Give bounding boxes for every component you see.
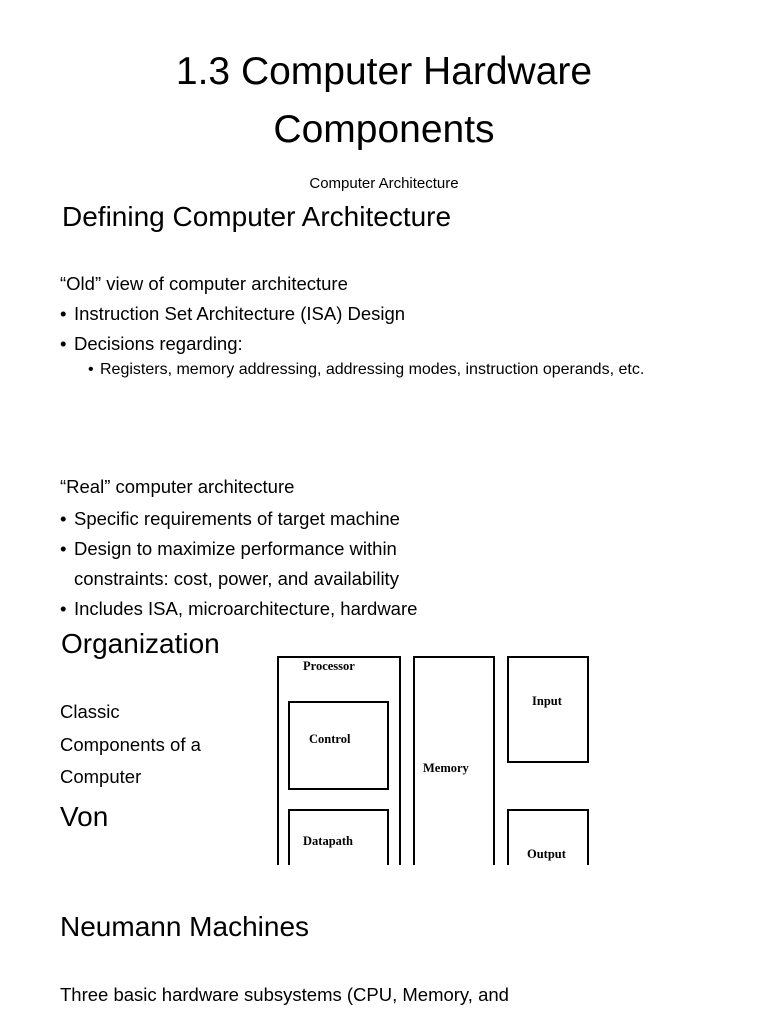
input-label: Input (532, 694, 562, 708)
output-box (507, 809, 589, 865)
memory-label: Memory (423, 761, 469, 775)
memory-box (413, 656, 495, 865)
bullet-icon: • (60, 598, 67, 619)
heading-von: Von (60, 801, 109, 832)
bullet-icon: • (60, 303, 67, 324)
heading-neumann-machines: Neumann Machines (60, 911, 310, 942)
page-title-line-2: Components (273, 108, 495, 151)
page-title-line-1: 1.3 Computer Hardware (175, 50, 593, 93)
neumann-description: Three basic hardware subsystems (CPU, Memory, and (60, 984, 509, 1005)
old-view-bullet (60, 333, 243, 355)
bullet-icon: • (88, 361, 94, 378)
input-box (507, 656, 589, 763)
old-view-bullet-text: Instruction Set Architecture (ISA) Design (74, 303, 406, 324)
real-view-bullet (60, 598, 417, 620)
organization-caption-line: Components of a (60, 734, 201, 755)
processor-label: Processor (303, 659, 355, 673)
datapath-label: Datapath (303, 834, 354, 848)
old-view-sub-bullet (88, 360, 644, 380)
control-label: Control (309, 732, 351, 746)
bullet-icon: • (60, 333, 67, 354)
real-view-bullet-text: Design to maximize performance within (74, 538, 397, 559)
old-view-sub-bullet-text: Registers, memory addressing, addressing modes, instruction operands, etc. (100, 361, 645, 378)
heading-organization: Organization (61, 628, 220, 659)
organization-caption-line: Computer (60, 766, 142, 787)
bullet-icon: • (60, 508, 67, 529)
bullet-icon: • (60, 538, 67, 559)
real-view-bullet-text: Specific requirements of target machine (74, 508, 400, 529)
real-view-bullet (60, 508, 400, 530)
old-view-bullet (60, 303, 405, 325)
old-view-bullet-text: Decisions regarding: (74, 333, 243, 354)
control-box (288, 701, 389, 790)
computer-components-diagram (276, 655, 592, 865)
output-label: Output (527, 847, 566, 861)
page-subtitle: Computer Architecture (309, 175, 459, 192)
heading-defining-architecture: Defining Computer Architecture (62, 201, 452, 232)
real-view-bullet (60, 538, 397, 560)
old-view-intro: “Old” view of computer architecture (60, 273, 348, 294)
datapath-box (288, 809, 389, 865)
real-view-continuation: constraints: cost, power, and availability (74, 568, 399, 589)
real-view-intro: “Real” computer architecture (60, 476, 295, 497)
real-view-bullet-text: Includes ISA, microarchitecture, hardware (74, 598, 418, 619)
organization-caption-line: Classic (60, 701, 120, 722)
